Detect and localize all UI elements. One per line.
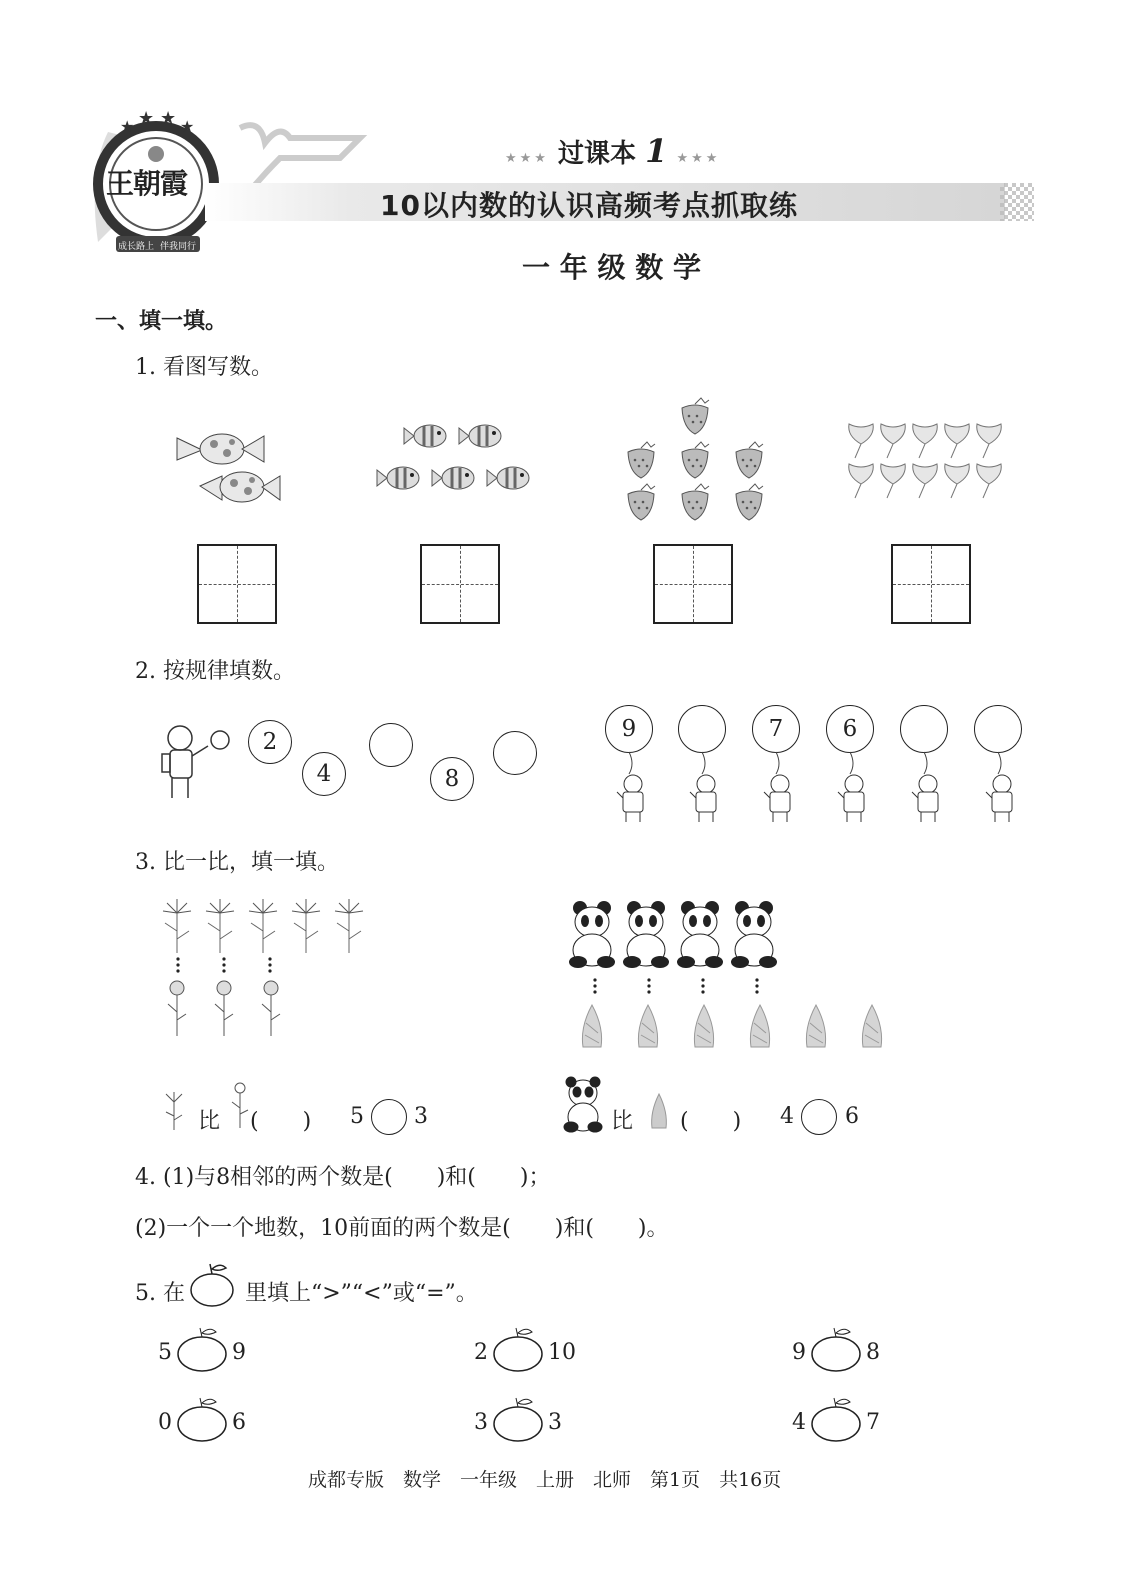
bamboo-small-icon (648, 1092, 670, 1130)
match-dot (593, 990, 596, 993)
bamboo-shoot-icon (750, 1005, 769, 1047)
compare-number-b: 6 (232, 1410, 246, 1435)
compare-left-b: 3 (414, 1104, 428, 1129)
compare-number-b: 7 (866, 1410, 880, 1435)
compare-right-a: 4 (780, 1104, 794, 1129)
balloon-circle[interactable]: 9 (605, 705, 653, 753)
ginkgo-leaf-icon (849, 464, 874, 498)
strawberry-icon (628, 484, 655, 520)
logo-slogan-left: 成长路上 (118, 242, 155, 252)
match-dot (701, 984, 704, 987)
q1-label: 1. 看图写数。 (135, 355, 273, 380)
sequence-circle[interactable] (369, 723, 413, 767)
match-dot (268, 969, 271, 972)
ginkgo-leaf-icon (849, 424, 874, 458)
compare-number-a: 2 (474, 1340, 488, 1365)
balloon-circle[interactable] (974, 705, 1022, 753)
compare-left-a: 5 (350, 1104, 364, 1129)
compare-word: 比 (611, 1109, 634, 1134)
ginkgo-leaf-icon (945, 464, 970, 498)
panda-row (568, 898, 798, 973)
astronaut-bubble-icon (158, 718, 238, 803)
banner-pattern (1000, 183, 1034, 221)
svg-text:★: ★ (160, 108, 177, 129)
section-heading: 一、填一填。 (95, 309, 228, 334)
match-dot (647, 984, 650, 987)
flower-icon (262, 981, 280, 1036)
strawberry-icon (736, 442, 763, 478)
compare-right-b: 6 (845, 1104, 859, 1129)
flower-icon (215, 981, 233, 1036)
match-dot (222, 969, 225, 972)
strawberry-icon (736, 484, 763, 520)
candy-picture (172, 428, 282, 508)
astronaut-balloon-icon (832, 752, 872, 827)
strawberry-icon (682, 484, 709, 520)
dots-left (170, 955, 280, 975)
stars-left: ★★★ (505, 151, 549, 166)
page-footer: 成都专版 数学 一年级 上册 北师 第1页 共16页 (308, 1469, 782, 1491)
bamboo-shoot-icon (806, 1005, 825, 1047)
flower-row (155, 978, 295, 1038)
dots-right (585, 975, 775, 997)
lily-row (155, 895, 385, 955)
compare-number-b: 9 (232, 1340, 246, 1365)
series-line (505, 132, 720, 170)
lily-icon (206, 899, 234, 953)
fish-picture (385, 420, 535, 500)
answer-grid[interactable] (420, 544, 500, 624)
q2-label: 2. 按规律填数。 (135, 659, 295, 684)
compare-number-a: 5 (158, 1340, 172, 1365)
flower-small-icon (228, 1080, 252, 1128)
answer-paren[interactable]: ( ) (250, 1109, 312, 1134)
answer-grid[interactable] (891, 544, 971, 624)
match-dot (755, 984, 758, 987)
lily-icon (292, 899, 320, 953)
astronaut-balloon-icon (758, 752, 798, 827)
sequence-circle[interactable]: 8 (430, 757, 474, 801)
match-dot (755, 978, 758, 981)
q5-label-post: 里填上“>”“<”或“=”。 (245, 1281, 478, 1306)
compare-number-b: 10 (548, 1340, 576, 1365)
series-label: 过课本 (558, 139, 637, 169)
flower-icon (168, 981, 186, 1036)
fish-icon (377, 467, 419, 489)
sequence-circle[interactable] (493, 731, 537, 775)
panda-small-icon (563, 1075, 603, 1135)
apple-answer-icon[interactable] (176, 1326, 230, 1372)
compare-number-a: 0 (158, 1410, 172, 1435)
ginkgo-leaf-icon (881, 424, 906, 458)
match-dot (176, 969, 179, 972)
logo-brand: 王朝霞 (106, 167, 188, 200)
astronaut-balloon-icon (684, 752, 724, 827)
match-dot (701, 978, 704, 981)
panda-icon (623, 901, 669, 968)
strawberry-icon (628, 442, 655, 478)
match-dot (593, 984, 596, 987)
q5-label-pre: 5. 在 (135, 1281, 185, 1306)
compare-circle[interactable] (371, 1099, 407, 1135)
balloon-circle[interactable]: 7 (752, 705, 800, 753)
compare-number-b: 3 (548, 1410, 562, 1435)
match-dot (268, 963, 271, 966)
compare-number-a: 4 (792, 1410, 806, 1435)
match-dot (593, 978, 596, 981)
match-dot (176, 957, 179, 960)
apple-answer-icon[interactable] (492, 1396, 546, 1442)
ginkgo-leaf-picture (845, 418, 1015, 503)
q4-line1: 4. (1)与8相邻的两个数是( )和( )； (135, 1165, 551, 1190)
match-dot (701, 990, 704, 993)
lily-icon (163, 899, 191, 953)
fish-icon (404, 425, 446, 447)
fish-icon (459, 425, 501, 447)
apple-answer-icon[interactable] (492, 1326, 546, 1372)
strawberry-icon (682, 442, 709, 478)
page-subtitle: 一 年 级 数 学 (522, 251, 701, 284)
bamboo-shoot-icon (862, 1005, 881, 1047)
match-dot (755, 990, 758, 993)
lily-small-icon (160, 1090, 188, 1130)
fish-icon (487, 467, 529, 489)
match-dot (647, 990, 650, 993)
bamboo-shoot-icon (638, 1005, 657, 1047)
strawberry-picture (615, 398, 775, 523)
svg-text:★: ★ (180, 117, 195, 136)
ginkgo-leaf-icon (881, 464, 906, 498)
answer-grid[interactable] (653, 544, 733, 624)
astronaut-balloon-icon (906, 752, 946, 827)
stars-right: ★★★ (676, 151, 721, 166)
compare-number-b: 8 (866, 1340, 880, 1365)
apple-answer-icon[interactable] (810, 1396, 864, 1442)
sequence-circle[interactable]: 2 (248, 720, 292, 764)
bamboo-shoot-icon (582, 1005, 601, 1047)
lily-icon (249, 899, 277, 953)
ginkgo-leaf-icon (945, 424, 970, 458)
balloon-circle[interactable] (900, 705, 948, 753)
ginkgo-leaf-icon (913, 464, 938, 498)
ginkgo-leaf-icon (977, 424, 1002, 458)
panda-icon (677, 901, 723, 968)
balloon-circle[interactable]: 6 (826, 705, 874, 753)
bamboo-shoot-icon (694, 1005, 713, 1047)
ginkgo-leaf-icon (913, 424, 938, 458)
match-dot (222, 963, 225, 966)
match-dot (176, 963, 179, 966)
bamboo-shoot-row (578, 1003, 888, 1053)
apple-answer-icon[interactable] (810, 1326, 864, 1372)
strawberry-icon (682, 398, 709, 434)
astronaut-balloon-icon (611, 752, 651, 827)
sequence-circle[interactable]: 4 (302, 752, 346, 796)
answer-paren[interactable]: ( ) (680, 1109, 742, 1134)
match-dot (222, 957, 225, 960)
compare-number-a: 3 (474, 1410, 488, 1435)
fish-icon (432, 467, 474, 489)
svg-text:★: ★ (120, 117, 135, 136)
svg-text:★: ★ (138, 108, 155, 129)
compare-number-a: 9 (792, 1340, 806, 1365)
page-title: 10以内数的认识高频考点抓取练 (380, 189, 798, 222)
series-number: 1 (645, 132, 668, 170)
panda-icon (569, 901, 615, 968)
q4-line2: (2)一个一个地数，10前面的两个数是( )和( )。 (135, 1216, 669, 1241)
match-dot (647, 978, 650, 981)
lily-icon (335, 899, 363, 953)
compare-circle[interactable] (801, 1099, 837, 1135)
match-dot (268, 957, 271, 960)
compare-word: 比 (198, 1109, 221, 1134)
logo-slogan-right: 伴我同行 (160, 242, 197, 252)
balloon-circle[interactable] (678, 705, 726, 753)
apple-icon (188, 1260, 238, 1308)
panda-icon (731, 901, 777, 968)
q3-label: 3. 比一比，填一填。 (135, 850, 339, 875)
astronaut-balloon-icon (980, 752, 1020, 827)
apple-answer-icon[interactable] (176, 1396, 230, 1442)
answer-grid[interactable] (197, 544, 277, 624)
ginkgo-leaf-icon (977, 464, 1002, 498)
